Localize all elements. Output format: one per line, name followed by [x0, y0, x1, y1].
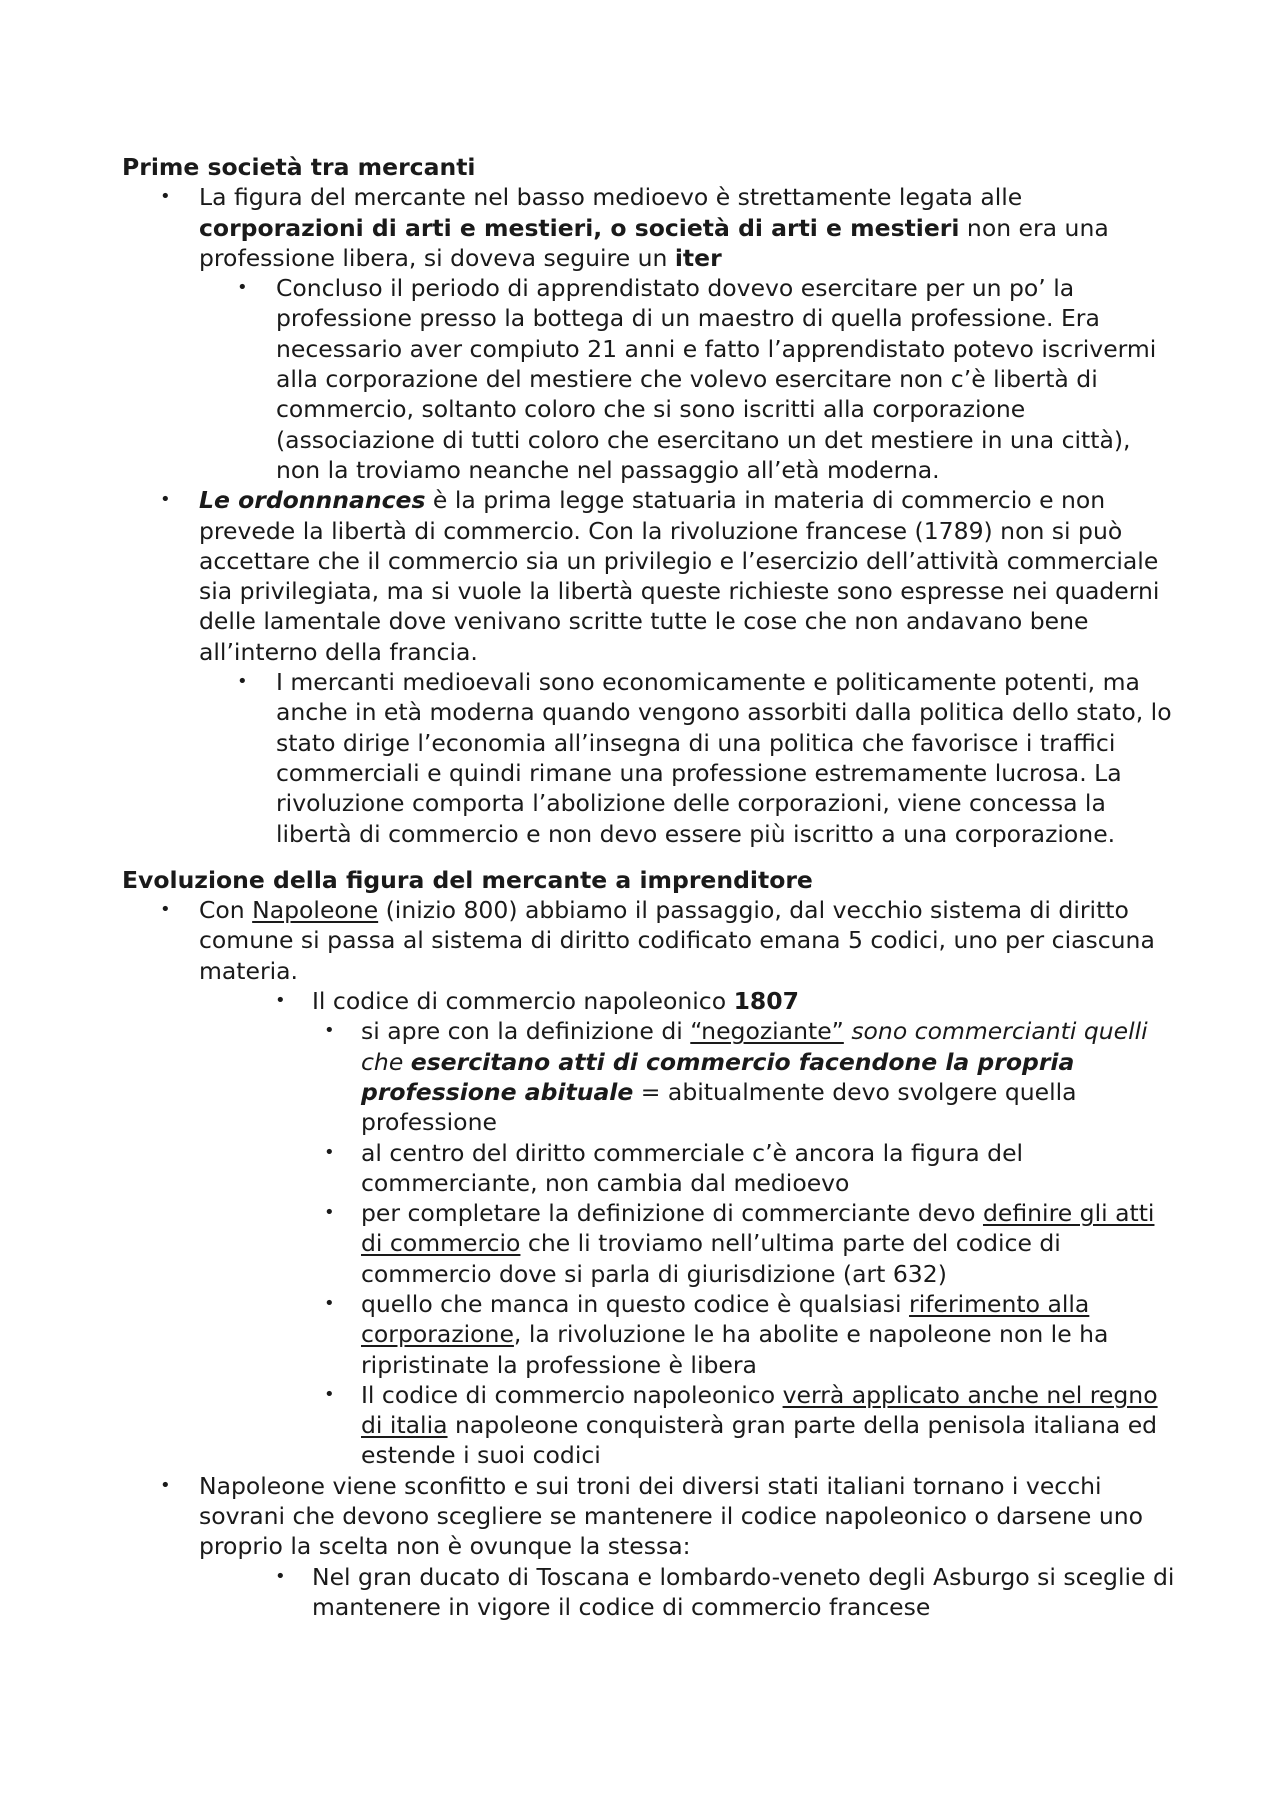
list-item: • Il codice di commercio napoleonico 1807 • si apre con la definizione di “negoziante” sono commercianti quelli che esercitano atti di commercio facendone la propria professione abituale = abitualmente devo svolgere quella professione • al centro del diritto commerciale c’è ancora la figura del commerciante, non cambia dal medioevo • per completare la definizione di commerciante devo definire gli atti di commercio che li troviamo nell’ultima parte del codice di commercio dove si parla di giurisdizione (art 632) • quello che manca in questo codice è qualsiasi riferimento alla corporazione, la rivoluzione le ha abolite e napoleone non le ha ripristinate la professione è libera • Il codice di commercio napoleonico verrà applicato anche nel regno di italia napoleone conquisterà gran parte della penisola italiana ed estende i suoi codici — [312, 986, 1182, 1471]
list-item: • La figura del mercante nel basso medioevo è strettamente legata alle corporazioni di arti e mestieri, o società di arti e mestieri non era una professione libera, si doveva seguire un iter • Concluso il periodo di apprendistato dovevo esercitare per un po’ la professione presso la bottega di un maestro di quella professione. Era necessario aver compiuto 21 anni e fatto l’apprendistato potevo iscrivermi alla corporazione del mestiere che volevo esercitare non c’è libertà di commercio, soltanto coloro che si sono iscritti alla corporazione (associazione di tutti coloro che esercitano un det mestiere in una città), non la troviamo neanche nel passaggio all’età moderna. — [122, 182, 1182, 485]
bold-italic-text: Le ordonnnances — [199, 486, 426, 515]
underlined-text: “negoziante” — [690, 1017, 844, 1046]
underlined-text: riferimento alla corporazione — [361, 1289, 1090, 1349]
list-item: • I mercanti medioevali sono economicamente e politicamente potenti, ma anche in età moderna quando vengono assorbiti dalla politica dello stato, lo stato dirige l’economia all’insegna di una politica che favorisce i traffici commerciali e quindi rimane una professione estremamente lucrosa. La rivoluzione comporta l’abolizione delle corporazioni, viene concessa la libertà di commercio e non devo essere più iscritto a una corporazione. — [276, 667, 1182, 849]
list-item: • al centro del diritto commerciale c’è ancora la figura del commerciante, non cambia dal medioevo — [361, 1138, 1182, 1199]
list-item: • Napoleone viene sconfitto e sui troni dei diversi stati italiani tornano i vecchi sovrani che devono scegliere se mantenere il codice napoleonico o darsene uno proprio la scelta non è ovunque la stessa: • Nel gran ducato di Toscana e lombardo-veneto degli Asburgo si sceglie di mantenere in vigore il codice di commercio francese — [122, 1471, 1182, 1622]
sub-bullet-list — [199, 986, 1182, 1471]
list-item: • quello che manca in questo codice è qualsiasi riferimento alla corporazione, la rivoluzione le ha abolite e napoleone non le ha ripristinate la professione è libera — [361, 1289, 1182, 1380]
document-page — [122, 152, 1182, 1622]
sub-bullet-list — [199, 1562, 1182, 1623]
list-item: • Il codice di commercio napoleonico verrà applicato anche nel regno di italia napoleone conquisterà gran parte della penisola italiana ed estende i suoi codici — [361, 1380, 1182, 1471]
bold-italic-text: esercitano atti di commercio facendone la propria professione abituale — [361, 1047, 1075, 1106]
section-heading-prime-societa: Prime società tra mercanti — [122, 153, 476, 181]
list-item: • Concluso il periodo di apprendistato dovevo esercitare per un po’ la professione presso la bottega di un maestro di quella professione. Era necessario aver compiuto 21 anni e fatto l’apprendistato potevo iscrivermi alla corporazione del mestiere che volevo esercitare non c’è libertà di commercio, soltanto coloro che si sono iscritti alla corporazione (associazione di tutti coloro che esercitano un det mestiere in una città), non la troviamo neanche nel passaggio all’età moderna. — [276, 273, 1182, 485]
italic-text: sono commercianti quelli che — [361, 1017, 1148, 1076]
list-item: • Nel gran ducato di Toscana e lombardo-veneto degli Asburgo si sceglie di mantenere in vigore il codice di commercio francese — [312, 1562, 1182, 1623]
sub-sub-bullet-list — [312, 1016, 1182, 1470]
underlined-text: Napoleone — [252, 896, 379, 925]
sub-bullet-list — [199, 667, 1182, 849]
section-heading-evoluzione: Evoluzione della figura del mercante a imprenditore — [122, 865, 813, 894]
bold-text: corporazioni di arti e mestieri, o società di arti e mestieri — [199, 213, 960, 242]
bold-text: 1807 — [733, 987, 799, 1016]
list-item: • per completare la definizione di commerciante devo definire gli atti di commercio che li troviamo nell’ultima parte del codice di commercio dove si parla di giurisdizione (art 632) — [361, 1198, 1182, 1289]
list-item: • Le ordonnnances è la prima legge statuaria in materia di commercio e non prevede la libertà di commercio. Con la rivoluzione francese (1789) non si può accettare che il commercio sia un privilegio e l’esercizio dell’attività commerciale sia privilegiata, ma si vuole la libertà queste richieste sono espresse nei quaderni delle lamentale dove venivano scritte tutte le cose che non andavano bene all’interno della francia. • I mercanti medioevali sono economicamente e politicamente potenti, ma anche in età moderna quando vengono assorbiti dalla politica dello stato, lo stato dirige l’economia all’insegna di una politica che favorisce i traffici commerciali e quindi rimane una professione estremamente lucrosa. La rivoluzione comporta l’abolizione delle corporazioni, viene concessa la libertà di commercio e non devo essere più iscritto a una corporazione. — [122, 485, 1182, 849]
bullet-list — [122, 182, 1182, 849]
list-item: • si apre con la definizione di “negoziante” sono commercianti quelli che esercitano atti di commercio facendone la propria professione abituale = abitualmente devo svolgere quella professione — [361, 1016, 1182, 1137]
bold-text: iter — [674, 243, 722, 272]
list-item: • Con Napoleone (inizio 800) abbiamo il passaggio, dal vecchio sistema di diritto comune si passa al sistema di diritto codificato emana 5 codici, uno per ciascuna materia. • Il codice di commercio napoleonico 1807 • si apre con la definizione di “negoziante” sono commercianti quelli che esercitano atti di commercio facendone la propria professione abituale = abitualmente devo svolgere quella professione • al centro del diritto commerciale c’è ancora la figura del commerciante, non cambia dal medioevo • per completare la definizione di commerciante devo definire gli atti di commercio che li troviamo nell’ultima parte del codice di commercio dove si parla di giurisdizione (art 632) • quello che manca in questo codice è qualsiasi riferimento alla corporazione, la rivoluzione le ha abolite e napoleone non le ha ripristinate la professione è libera • Il codice di commercio napoleonico verrà applicato anche nel regno di italia napoleone conquisterà gran parte della penisola italiana ed estende i suoi codici — [122, 895, 1182, 1471]
bullet-list — [122, 895, 1182, 1622]
sub-bullet-list — [199, 273, 1182, 485]
underlined-text: definire gli atti di commercio — [361, 1199, 1155, 1258]
underlined-text: verrà applicato anche nel regno di italia — [361, 1380, 1158, 1440]
